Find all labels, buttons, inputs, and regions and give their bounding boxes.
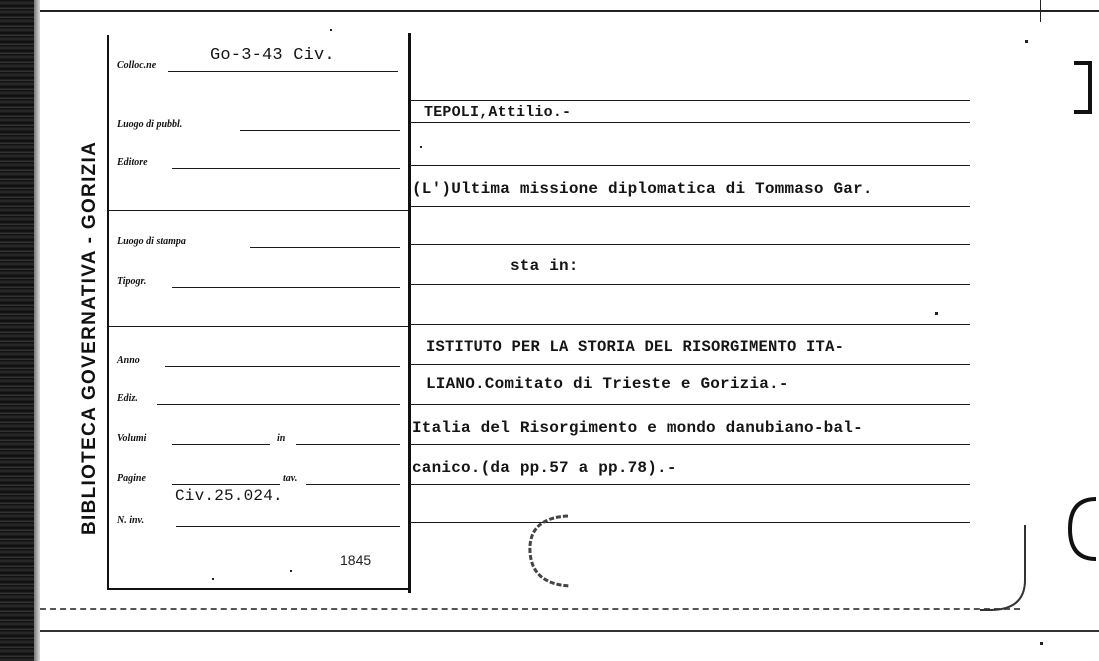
anno-line <box>165 366 400 367</box>
collocazione-label: Colloc.ne <box>117 60 157 71</box>
inventario-line <box>176 526 400 527</box>
binder-edge <box>0 0 34 661</box>
tipografia-line <box>172 287 400 288</box>
anno-label: Anno <box>117 355 140 366</box>
punch-bracket-top <box>1070 60 1099 116</box>
rule-1 <box>410 100 970 101</box>
collocazione-value: Go-3-43 Civ. <box>210 46 335 65</box>
punch-hole-mark <box>520 510 590 590</box>
card-top-edge <box>40 10 1099 12</box>
tipografia-label: Tipogr. <box>117 276 147 287</box>
rule-9 <box>410 404 970 405</box>
tavole-line <box>306 484 400 485</box>
rule-10 <box>410 444 970 445</box>
handwritten-number: 1845 <box>340 552 372 568</box>
rule-8 <box>410 364 970 365</box>
rule-5 <box>410 244 970 245</box>
punch-bracket-bottom <box>1060 495 1099 563</box>
scan-speck <box>935 312 938 315</box>
luogo-pubbl-label: Luogo di pubbl. <box>117 119 183 130</box>
rule-12 <box>410 522 970 523</box>
card-bottom-edge <box>40 608 1020 610</box>
author-line: TEPOLI,Attilio.- <box>424 104 572 121</box>
volumi-in-label: in <box>277 433 286 444</box>
source-line-2: LIANO.Comitato di Trieste e Gorizia.- <box>426 375 789 393</box>
rule-2 <box>410 122 970 123</box>
luogo-pubbl-line <box>240 130 400 131</box>
binder-edge-highlight <box>34 0 40 661</box>
title-line: (L')Ultima missione diplomatica di Tommaso Gar. <box>412 180 873 198</box>
tavole-label: tav. <box>283 473 298 484</box>
left-panel-border <box>107 35 109 590</box>
card-corner-curve <box>980 520 1050 615</box>
collocazione-line <box>168 71 398 72</box>
section-divider-1 <box>108 210 408 211</box>
sta-in-line: sta in: <box>510 257 579 275</box>
edizione-label: Ediz. <box>117 393 138 404</box>
rule-11 <box>410 484 970 485</box>
scan-speck <box>290 570 292 572</box>
edizione-line <box>157 404 400 405</box>
source-line-3: Italia del Risorgimento e mondo danubiano-bal- <box>412 419 863 437</box>
luogo-stampa-line <box>250 247 400 248</box>
left-panel-bottom <box>107 588 410 590</box>
inventario-label: N. inv. <box>117 515 145 526</box>
card-right-edge <box>1040 0 1041 22</box>
source-line-4: canico.(da pp.57 a pp.78).- <box>412 459 677 477</box>
pagine-label: Pagine <box>117 473 146 484</box>
editore-line <box>172 168 400 169</box>
scan-speck <box>420 146 422 148</box>
source-line-1: ISTITUTO PER LA STORIA DEL RISORGIMENTO ITA- <box>426 338 845 356</box>
editore-label: Editore <box>117 157 148 168</box>
page-bottom-line <box>40 630 1099 632</box>
volumi-in-line <box>296 444 400 445</box>
scan-speck <box>1025 40 1028 43</box>
inventario-value: Civ.25.024. <box>175 487 283 505</box>
luogo-stampa-label: Luogo di stampa <box>117 236 186 247</box>
rule-7 <box>410 324 970 325</box>
scan-speck <box>1040 642 1043 645</box>
volumi-label: Volumi <box>117 433 147 444</box>
institution-title: BIBLIOTECA GOVERNATIVA - GORIZIA <box>79 140 100 535</box>
column-divider <box>408 33 411 593</box>
rule-3 <box>410 165 970 166</box>
rule-6 <box>410 284 970 285</box>
scan-speck <box>212 578 214 580</box>
section-divider-2 <box>108 326 408 327</box>
volumi-line <box>172 444 270 445</box>
pagine-line <box>172 484 280 485</box>
rule-4 <box>410 206 970 207</box>
scan-speck <box>330 29 332 31</box>
